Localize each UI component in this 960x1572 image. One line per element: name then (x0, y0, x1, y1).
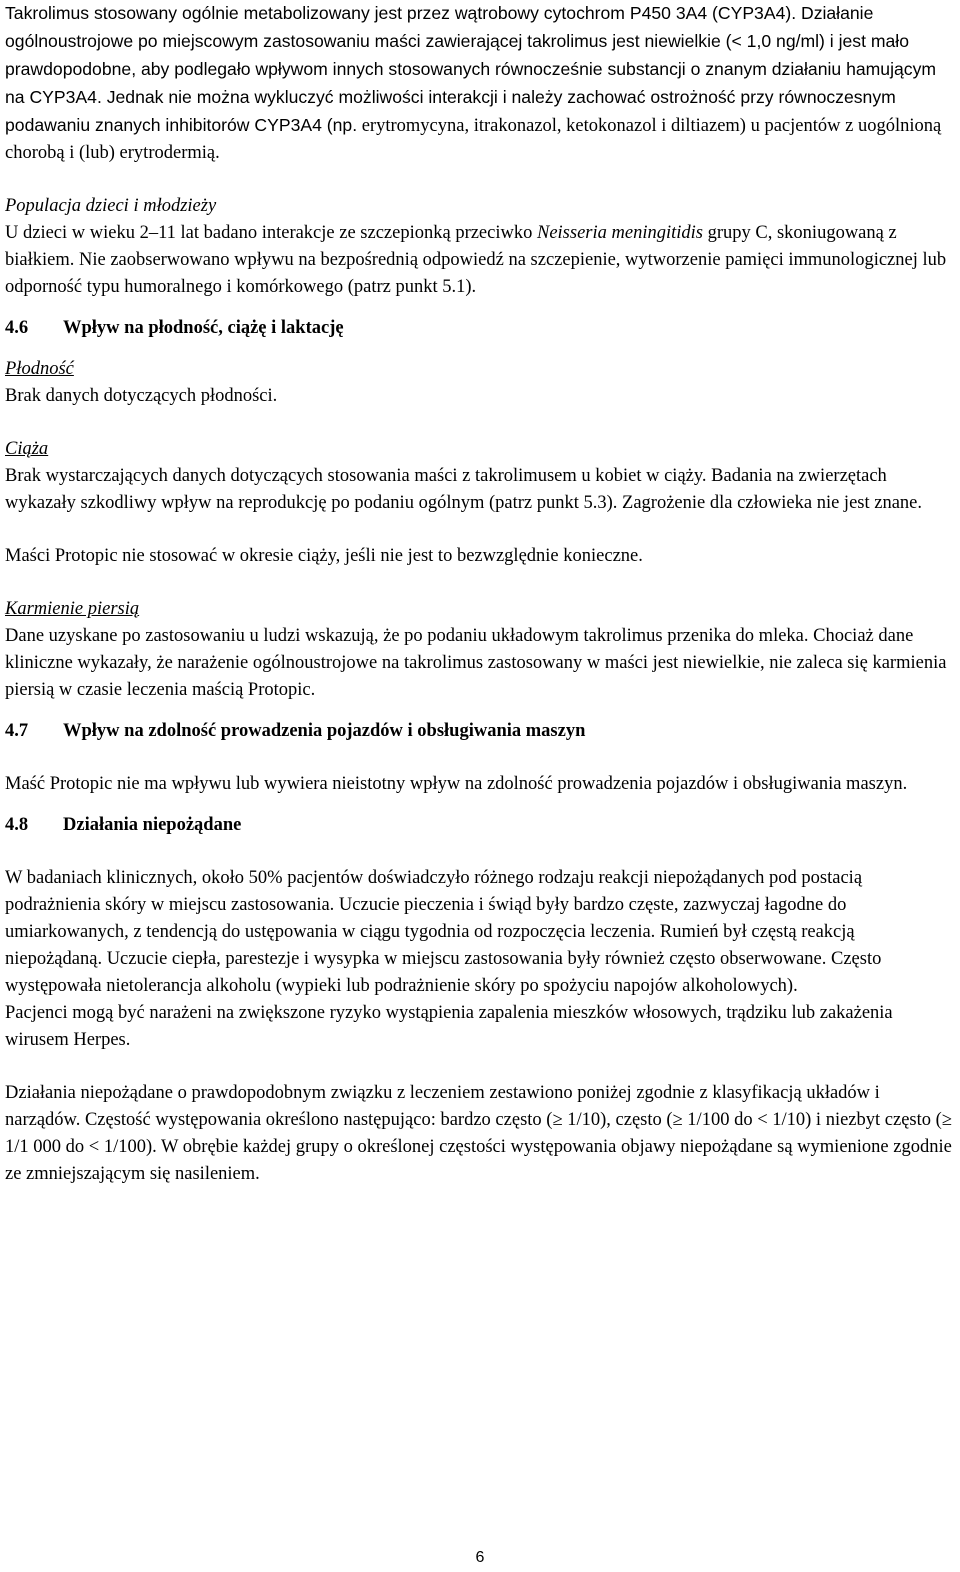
fertility-paragraph: Brak danych dotyczących płodności. (5, 386, 278, 406)
adverse-effects-paragraph-3: Działania niepożądane o prawdopodobnym związku z leczeniem zestawiono poniżej zgodnie z klasyfikacją układów i narządów. Częstość występowania określono następująco: bardzo często (≥ 1/10), często (≥ 1/100 do < 1/10) i niezbyt często (≥ 1/1 000 do < 1/100). W obrębie każdej grupy o określonej częstości występowania objawy niepożądane są wymienione zgodnie ze zmniejszającym się nasileniem. (5, 1083, 952, 1184)
document-page (5, 0, 955, 1188)
lactation-paragraph: Dane uzyskane po zastosowaniu u ludzi wskazują, że po podaniu układowym takrolimus przenika do mleka. Chociaż dane kliniczne wykazały, że narażenie ogólnoustrojowe na takrolimus zastosowany w maści jest niewielkie, nie zaleca się karmienia piersią w czasie leczenia maścią Protopic. (5, 626, 947, 700)
section-4-7-number: 4.7 (5, 721, 29, 741)
interactions-text-serif: erytromycyna, itrakonazol, ketokonazol i diltiazem) u pacjentów z uogólnioną chorobą i (lub) erytrodermią. (5, 116, 942, 163)
pediatric-text-end: grupy C, skoniugowaną z białkiem. Nie zaobserwowano wpływu na bezpośrednią odpowiedź na szczepienie, wytworzenie pamięci immunologicznej lub odporność typu humoralnego i komórkowego (patrz punkt 5.1). (5, 223, 947, 297)
section-4-8-title: Działania niepożądane (63, 815, 242, 835)
section-4-8-number: 4.8 (5, 815, 29, 835)
adverse-effects-paragraph-2: Pacjenci mogą być narażeni na zwiększone ryzyko wystąpienia zapalenia mieszków włosowych, trądziku lub zakażenia wirusem Herpes. (5, 1003, 893, 1050)
fertility-subheading: Płodność (5, 359, 74, 379)
section-4-6-title: Wpływ na płodność, ciążę i laktację (63, 318, 344, 338)
lactation-subheading: Karmienie piersią (5, 599, 140, 619)
interactions-text-sans: Takrolimus stosowany ogólnie metabolizowany jest przez wątrobowy cytochrom P450 3A4 (CYP3A4). Działanie ogólnoustrojowe po miejscowym zastosowaniu maści zawierającej takrolimus jest niewielkie (< 1,0 ng/ml) i jest mało prawdopodobne, aby podlegało wpływom innych stosowanych równocześnie substancji o znanym działaniu hamującym na CYP3A4. Jednak nie można wykluczyć możliwości interakcji i należy zachować ostrożność przy równoczesnym podawaniu znanych inhibitorów CYP3A4 (np. (5, 3, 937, 135)
page-number: 6 (475, 1549, 485, 1566)
pregnancy-subheading: Ciąża (5, 439, 49, 459)
interactions-paragraph (5, 0, 955, 167)
section-4-7-heading (5, 718, 955, 745)
section-4-8-heading (5, 812, 955, 839)
section-4-7-title: Wpływ na zdolność prowadzenia pojazdów i obsługiwania maszyn (63, 721, 586, 741)
pediatric-text-start: U dzieci w wieku 2–11 lat badano interakcje ze szczepionką przeciwko (5, 223, 537, 243)
section-4-6-heading (5, 315, 955, 342)
pediatric-text-italic: Neisseria meningitidis (536, 223, 703, 243)
section-4-6-number: 4.6 (5, 318, 29, 338)
driving-paragraph: Maść Protopic nie ma wpływu lub wywiera nieistotny wpływ na zdolność prowadzenia pojazdów i obsługiwania maszyn. (5, 774, 908, 794)
pediatric-subheading: Populacja dzieci i młodzieży (5, 196, 217, 216)
adverse-effects-paragraph-1: W badaniach klinicznych, około 50% pacjentów doświadczyło różnego rodzaju reakcji niepożądanych pod postacią podrażnienia skóry w miejscu zastosowania. Uczucie pieczenia i świąd były bardzo częste, zazwyczaj łagodne do umiarkowanych, z tendencją do ustępowania w ciągu tygodnia od rozpoczęcia leczenia. Rumień był częstą reakcją niepożądaną. Uczucie ciepła, parestezje i wysypka w miejscu zastosowania były również często obserwowane. Często występowała nietolerancja alkoholu (wypieki lub podrażnienie skóry po spożyciu napojów alkoholowych). (5, 868, 882, 996)
pregnancy-paragraph-2: Maści Protopic nie stosować w okresie ciąży, jeśli nie jest to bezwzględnie konieczne. (5, 546, 643, 566)
pregnancy-paragraph: Brak wystarczających danych dotyczących stosowania maści z takrolimusem u kobiet w ciąży. Badania na zwierzętach wykazały szkodliwy wpływ na reprodukcję po podaniu ogólnym (patrz punkt 5.3). Zagrożenie dla człowieka nie jest znane. (5, 466, 922, 513)
pediatric-paragraph (5, 220, 955, 301)
